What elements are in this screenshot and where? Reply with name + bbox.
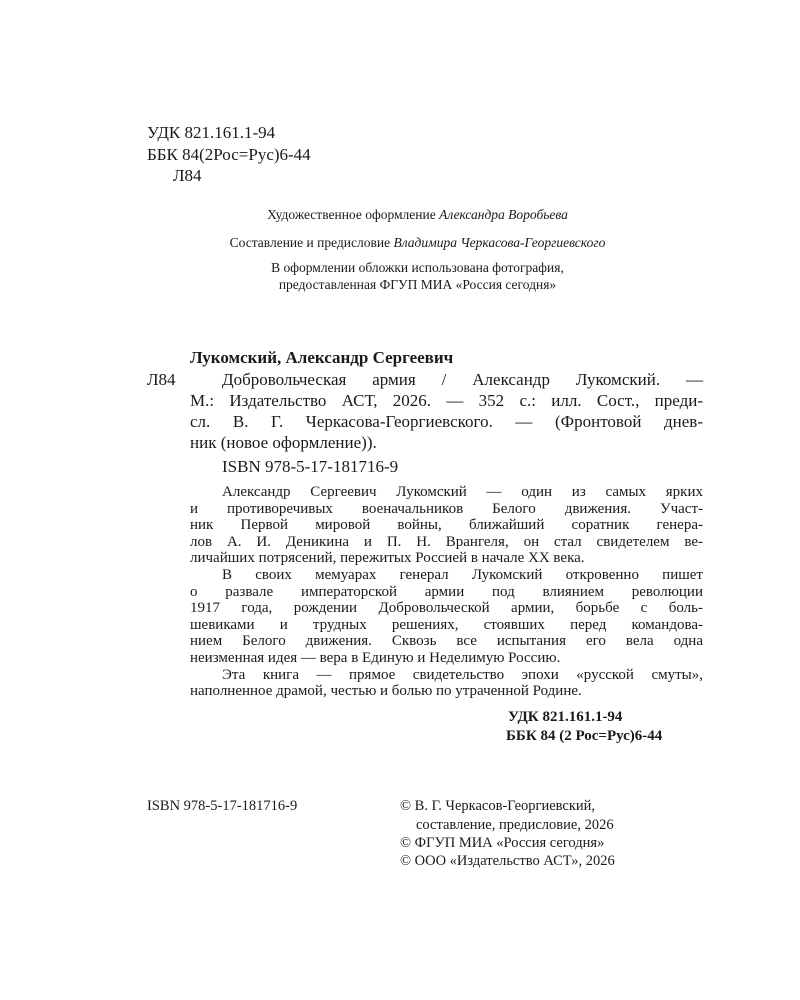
abstract-line: нием Белого движения. Сквозь все испытания его вела одна [190, 633, 703, 650]
abstract-line: наполненное драмой, честью и болью по утраченной Родине. [190, 683, 582, 700]
abstract-line: В своих мемуарах генерал Лукомский откровенно пишет [222, 567, 703, 583]
bib-mark: Л84 [147, 370, 176, 389]
bib-line: сл. В. Г. Черкасова-Георгиевского. — (Фронтовой днев- [190, 412, 703, 431]
copyright-line: © В. Г. Черкасов-Георгиевский, [400, 798, 596, 814]
compile-credit-name: Владимира Черкасова-Георгиевского [393, 235, 606, 250]
copyright-line: © ООО «Издательство АСТ», 2026 [400, 853, 615, 869]
author-heading: Лукомский, Александр Сергеевич [190, 348, 454, 367]
copyright-line: © ФГУП МИА «Россия сегодня» [400, 835, 605, 851]
footer-isbn: ISBN 978-5-17-181716-9 [147, 798, 298, 814]
art-credit [140, 208, 695, 222]
abstract-line: личайших потрясений, пережитых Россией в начале XX века. [190, 550, 585, 567]
bib-isbn: ISBN 978-5-17-181716-9 [222, 457, 399, 476]
photo-credit-line: В оформлении обложки использована фотография, [271, 260, 564, 275]
bbk-code: ББК 84(2Рос=Рус)6-44 [147, 145, 311, 164]
photo-credit-line: предоставленная ФГУП МИА «Россия сегодня» [278, 277, 557, 292]
compile-credit [140, 236, 695, 250]
author-mark: Л84 [173, 166, 202, 185]
bib-line: Добровольческая армия / Александр Лукомский. — [222, 370, 703, 389]
abstract-line: 1917 года, рождении Добровольческой армии, борьбе с боль- [190, 600, 703, 617]
art-credit-name: Александра Воробьева [439, 207, 568, 222]
abstract-line: ник Первой мировой войны, ближайший соратник генера- [190, 517, 703, 534]
abstract-line: шевиками и трудных решениях, стоявших перед командова- [190, 616, 703, 633]
copyright-line: составление, предисловие, 2026 [416, 817, 614, 833]
bottom-bbk: ББК 84 (2 Рос=Рус)6-44 [506, 728, 663, 744]
art-credit-label: Художественное оформление [267, 207, 436, 222]
compile-credit-label: Составление и предисловие [229, 235, 391, 250]
abstract-line: Эта книга — прямое свидетельство эпохи «русской смуты», [222, 666, 703, 683]
bib-line: ник (новое оформление)). [190, 433, 377, 452]
abstract-line: о развале императорской армии под влиянием революции [190, 583, 703, 600]
abstract-line: лов А. И. Деникина и П. Н. Врангеля, он стал свидетелем ве- [190, 533, 703, 550]
bottom-udk: УДК 821.161.1-94 [508, 709, 623, 725]
abstract-line: и противоречивых военачальников Белого движения. Участ- [190, 500, 703, 517]
abstract-line: неизменная идея — вера в Единую и Неделимую Россию. [190, 650, 561, 666]
bib-line: М.: Издательство АСТ, 2026. — 352 с.: илл. Сост., преди- [190, 391, 703, 410]
udk-code: УДК 821.161.1-94 [147, 123, 276, 142]
abstract-line: Александр Сергеевич Лукомский — один из самых ярких [222, 484, 703, 500]
